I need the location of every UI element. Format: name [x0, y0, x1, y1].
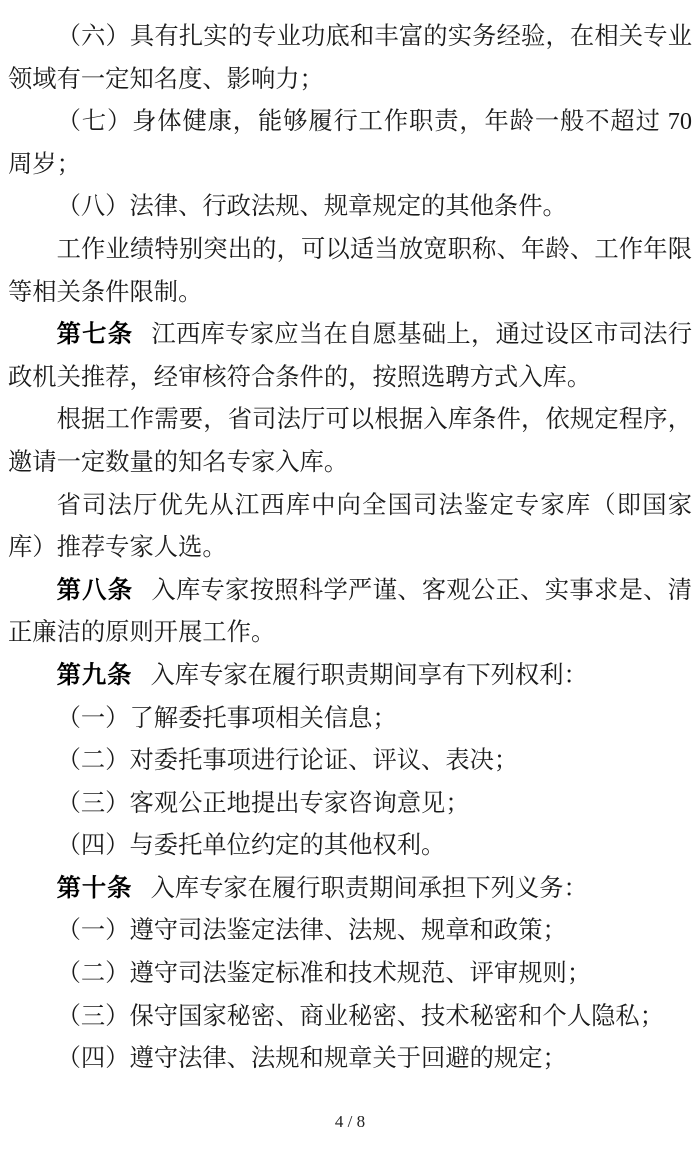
body-paragraph [8, 101, 692, 186]
article-paragraph [8, 868, 692, 911]
paragraph-text: 江西库专家应当在自愿基础上，通过设区市司法行政机关推荐，经审核符合条件的，按照选聘方式入库。 [8, 321, 692, 391]
body-paragraph [8, 953, 692, 996]
paragraph-text: （七）身体健康，能够履行工作职责，年龄一般不超过 70周岁； [8, 108, 692, 178]
article-paragraph [8, 314, 692, 399]
page-number: 4 / 8 [334, 1111, 366, 1131]
body-paragraph [8, 186, 692, 229]
body-paragraph [8, 229, 692, 314]
paragraph-text: （三）保守国家秘密、商业秘密、技术秘密和个人隐私； [56, 1002, 665, 1030]
body-paragraph [8, 825, 692, 868]
paragraph-text: 入库专家按照科学严谨、客观公正、实事求是、清正廉洁的原则开展工作。 [8, 576, 692, 647]
paragraph-text: （八）法律、行政法规、规章规定的其他条件。 [56, 193, 567, 221]
body-paragraph [8, 485, 692, 570]
document-body [8, 16, 692, 1081]
article-number-label: 第八条 [56, 576, 134, 604]
article-paragraph [8, 570, 692, 655]
body-paragraph [8, 16, 692, 101]
paragraph-text: （二）遵守司法鉴定标准和技术规范、评审规则； [56, 960, 592, 988]
paragraph-text: 工作业绩特别突出的，可以适当放宽职称、年龄、工作年限等相关条件限制。 [8, 235, 692, 306]
paragraph-text: （六）具有扎实的专业功底和丰富的实务经验，在相关专业领域有一定知名度、影响力； [8, 23, 692, 93]
body-paragraph [8, 910, 692, 953]
body-paragraph [8, 399, 692, 484]
body-paragraph [8, 1038, 692, 1081]
article-number-label: 第七条 [56, 321, 134, 349]
paragraph-text: （二）对委托事项进行论证、评议、表决； [56, 747, 519, 775]
body-paragraph [8, 740, 692, 783]
article-paragraph [8, 655, 692, 698]
paragraph-text: （四）遵守法律、法规和规章关于回避的规定； [56, 1045, 567, 1073]
paragraph-text: 省司法厅优先从江西库中向全国司法鉴定专家库（即国家库）推荐专家人选。 [8, 491, 692, 562]
paragraph-text: 入库专家在履行职责期间享有下列权利： [150, 661, 588, 689]
paragraph-text: 入库专家在履行职责期间承担下列义务： [150, 874, 588, 902]
article-number-label: 第十条 [56, 874, 133, 902]
body-paragraph [8, 783, 692, 826]
body-paragraph [8, 698, 692, 741]
paragraph-text: （一）遵守司法鉴定法律、法规、规章和政策； [56, 917, 567, 945]
paragraph-text: 根据工作需要，省司法厅可以根据入库条件，依规定程序，邀请一定数量的知名专家入库。 [8, 406, 692, 476]
paragraph-text: （四）与委托单位约定的其他权利。 [56, 832, 446, 860]
page-footer [8, 1111, 692, 1133]
body-paragraph [8, 996, 692, 1039]
paragraph-text: （三）客观公正地提出专家咨询意见； [56, 789, 470, 817]
paragraph-text: （一）了解委托事项相关信息； [56, 704, 397, 732]
article-number-label: 第九条 [56, 661, 133, 689]
